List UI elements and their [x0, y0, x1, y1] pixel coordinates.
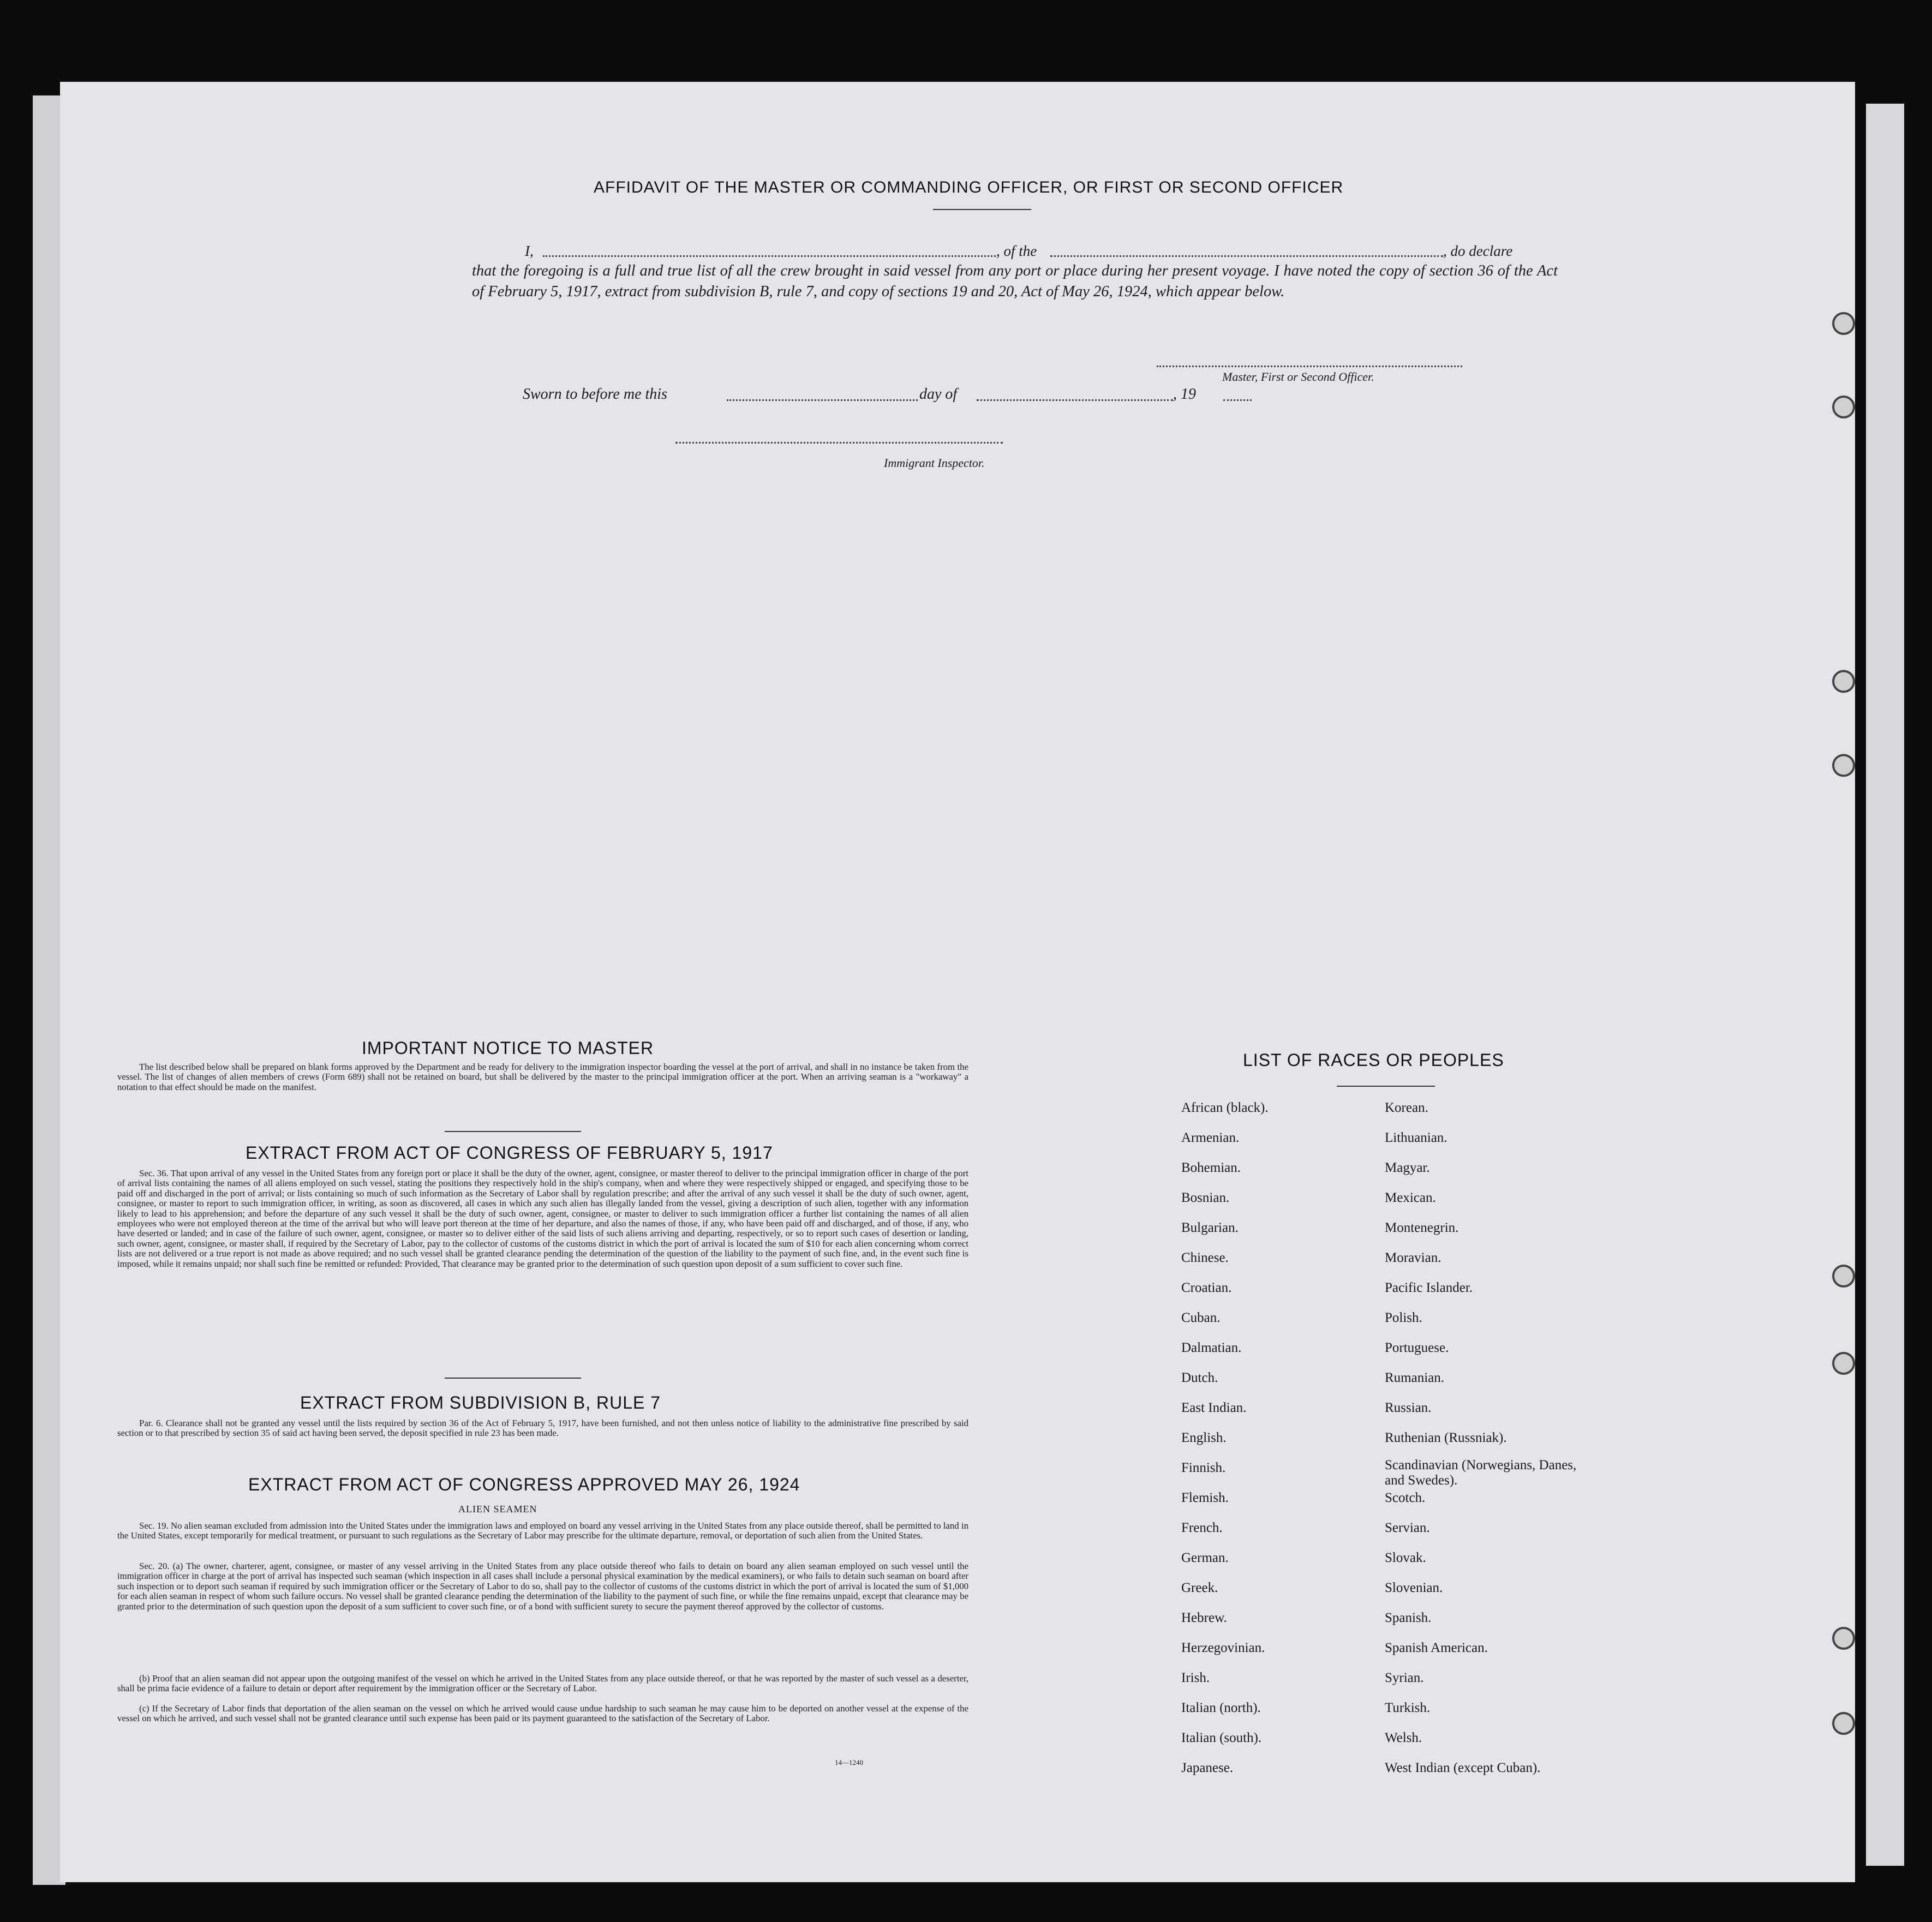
race-item: Chinese.: [1181, 1250, 1229, 1265]
race-item: Flemish.: [1181, 1490, 1229, 1505]
inspector-signature-line[interactable]: [675, 442, 1003, 444]
race-item: Mexican.: [1385, 1190, 1436, 1205]
race-item: Dutch.: [1181, 1370, 1218, 1385]
punch-hole-icon: [1832, 1352, 1855, 1375]
race-item: Moravian.: [1385, 1250, 1441, 1265]
race-item: French.: [1181, 1520, 1223, 1535]
race-item: Rumanian.: [1385, 1370, 1445, 1385]
master-signature-caption: Master, First or Second Officer.: [1222, 370, 1374, 384]
race-item: East Indian.: [1181, 1400, 1247, 1415]
race-item: Lithuanian.: [1385, 1130, 1447, 1145]
do-declare-label: , do declare: [1443, 243, 1513, 259]
extract-rule7-title: EXTRACT FROM SUBDIVISION B, RULE 7: [300, 1393, 661, 1412]
race-item: Spanish.: [1385, 1610, 1432, 1625]
notice-divider: [445, 1131, 581, 1132]
race-item: Bohemian.: [1181, 1160, 1241, 1175]
back-sheet-edge: [1866, 104, 1904, 1866]
extract-1924-subtitle: ALIEN SEAMEN: [458, 1504, 537, 1514]
race-item: Portuguese.: [1385, 1340, 1449, 1355]
punch-hole-icon: [1832, 670, 1855, 693]
extract-1917-title: EXTRACT FROM ACT OF CONGRESS OF FEBRUARY 5, 1917: [246, 1143, 773, 1163]
declarant-i-label: I,: [525, 243, 534, 259]
day-of-label: day of: [919, 386, 958, 403]
race-item: Syrian.: [1385, 1670, 1424, 1685]
race-item: Magyar.: [1385, 1160, 1430, 1175]
of-the-label: , of the: [996, 243, 1037, 259]
race-item: German.: [1181, 1550, 1229, 1565]
inspector-caption: Immigrant Inspector.: [884, 456, 985, 470]
race-item: Scotch.: [1385, 1490, 1426, 1505]
race-item: Welsh.: [1385, 1731, 1422, 1745]
race-item: African (black).: [1181, 1100, 1269, 1115]
race-item: Armenian.: [1181, 1130, 1240, 1145]
master-signature-line[interactable]: [1157, 366, 1462, 367]
race-item: Bosnian.: [1181, 1190, 1230, 1205]
affidavit-title: AFFIDAVIT OF THE MASTER OR COMMANDING OFFICER, OR FIRST OR SECOND OFFICER: [594, 178, 1344, 196]
affidavit-title-underline: [933, 209, 1031, 210]
punch-hole-icon: [1832, 396, 1855, 418]
sworn-month-field[interactable]: [977, 399, 1173, 401]
races-title-underline: [1337, 1086, 1435, 1087]
race-item: Montenegrin.: [1385, 1220, 1459, 1235]
race-item: Korean.: [1385, 1100, 1428, 1115]
races-title: LIST OF RACES OR PEOPLES: [1243, 1050, 1504, 1070]
race-item: West Indian (except Cuban).: [1385, 1761, 1541, 1775]
extract-rule7-body: Par. 6. Clearance shall not be granted any vessel until the lists required by section 36 of the Act of February 5, 1917, have been furnished, and not then unless notice of liability to the administrative fine prescribed by said section or to that prescribed by section 35 of said act having been served, the deposit specified in rule 23 has been made.: [117, 1418, 968, 1439]
race-item: Bulgarian.: [1181, 1220, 1239, 1235]
extract-1917-divider: [445, 1378, 581, 1379]
race-item: Italian (north).: [1181, 1701, 1261, 1715]
race-item: Hebrew.: [1181, 1610, 1227, 1625]
notice-body: The list described below shall be prepared on blank forms approved by the Department and be ready for delivery to the immigration inspector boarding the vessel at the port of arrival, and shall in no instance be taken from the vessel. The list of changes of alien members of crews (Form 689) shall not be retained on board, but shall be delivered by the master to the principal immigration officer at the port. When an arriving seaman is a "workaway" a notation to that effect should be made on the manifest.: [117, 1062, 968, 1092]
race-item: Japanese.: [1181, 1761, 1234, 1775]
extract-1917-body: Sec. 36. That upon arrival of any vessel in the United States from any foreign port or place it shall be the duty of the owner, agent, consignee, or master thereof to deliver to the principal immigration officer in charge of the port of arrival lists containing the names of all aliens employed on such vessel, stating the positions they respectively hold in the ship's company, when and where they were respectively shipped or engaged, and specifying those to be paid off and discharged in the port of arrival; or lists containing so much of such information as the Secretary of Labor shall by regulation prescribe; and after the arrival of any such vessel it shall be the duty of such owner, agent, consignee, or master to report to such immigration officer, in writing, as soon as discovered, all cases in which any such alien has illegally landed from the vessel, giving a description of such alien, together with any information likely to lead to his apprehension; and before the departure of any such vessel it shall be the duty of such owner, agent, consignee, or master to deliver to such immigration officer a further list containing the names of all alien employees who were not employed thereon at the time of the arrival but who will leave port thereon at the time of her departure, and also the names of those, if any, who have been paid off and discharged, and of those, if any, who have deserted or landed; and in case of the failure of such owner, agent, consignee, or master so to deliver either of the said lists of such aliens arriving and departing, respectively, or so to report such cases of desertion or landing, such owner, agent, consignee, or master shall, if required by the Secretary of Labor, pay to the collector of customs of the customs district in which the port of arrival is located the sum of $10 for each alien concerning whom correct lists are not delivered or a true report is not made as above required; and no such vessel shall be granted clearance pending the determination of the question of the liability to the payment of such fine, and, in the event such fine is imposed, while it remains unpaid; nor shall such fine be remitted or refunded: Provided, That clearance may be granted prior to the determination of such question upon deposit of a sum sufficient to cover such fine.: [117, 1168, 968, 1269]
extract-1924-sec20b: (b) Proof that an alien seaman did not appear upon the outgoing manifest of the vessel on which he arrived in the United States from any place outside thereof, or that he was reported by the master of such vessel as a deserter, shall be prima facie evidence of a failure to detain or deport after requirement by the immigration officer or the Secretary of Labor.: [117, 1673, 968, 1694]
vessel-name-field[interactable]: [1050, 255, 1443, 257]
extract-1924-title: EXTRACT FROM ACT OF CONGRESS APPROVED MAY 26, 1924: [248, 1475, 800, 1494]
extract-1924-sec19: Sec. 19. No alien seaman excluded from admission into the United States under the immigration laws and employed on board any vessel arriving in the United States from any place outside thereof, shall be permitted to land in the United States, except temporarily for medical treatment, or pursuant to such regulations as the Secretary of Labor may prescribe for the ultimate departure, removal, or deportation of such alien from the United States.: [117, 1520, 968, 1541]
form-number: 14—1240: [835, 1758, 863, 1767]
extract-1924-sec20a: Sec. 20. (a) The owner, charterer, agent, consignee, or master of any vessel arriving in the United States from any place outside thereof who fails to detain on board any alien seaman employed on such vessel until the immigration officer in charge at the port of arrival has inspected such seaman (which inspection in all cases shall include a personal physical examination by the medical examiners), or who fails to detain such seaman on board after such inspection or to deport such seaman if required by such immigration officer or the Secretary of Labor to do so, shall pay to the collector of customs of the customs district in which the port of arrival is located the sum of $1,000 for each alien seaman in respect of whom such failure occurs. No vessel shall be granted clearance pending the determination of the liability to the payment of such fine, or while the fine remains unpaid, except that clearance may be granted prior to the determination of such question upon the deposit of a sum sufficient to cover such fine, or of a bond with sufficient surety to secure the payment thereof approved by the collector of customs.: [117, 1561, 968, 1612]
race-item: Servian.: [1385, 1520, 1430, 1535]
race-item: Irish.: [1181, 1670, 1210, 1685]
race-item: Ruthenian (Russniak).: [1385, 1430, 1507, 1445]
race-item: English.: [1181, 1430, 1227, 1445]
race-item: Finnish.: [1181, 1460, 1226, 1475]
race-item: Herzegovinian.: [1181, 1640, 1265, 1655]
declaration-text: that the foregoing is a full and true list of all the crew brought in said vessel from any port or place during her present voyage. I have noted the copy of section 36 of the Act of February 5, 1917, extract from subdivision B, rule 7, and copy of sections 19 and 20, Act of May 26, 1924, which appear below.: [472, 262, 1558, 300]
sworn-day-field[interactable]: [727, 399, 918, 401]
punch-hole-icon: [1832, 754, 1855, 777]
punch-hole-icon: [1832, 312, 1855, 335]
sworn-year-field[interactable]: [1223, 399, 1252, 401]
race-item: Pacific Islander.: [1385, 1280, 1473, 1295]
race-item: Polish.: [1385, 1310, 1422, 1325]
race-item: Croatian.: [1181, 1280, 1232, 1295]
race-item: Cuban.: [1181, 1310, 1221, 1325]
notice-title: IMPORTANT NOTICE TO MASTER: [362, 1038, 654, 1058]
race-item: Slovak.: [1385, 1550, 1426, 1565]
punch-hole-icon: [1832, 1712, 1855, 1735]
race-item: Russian.: [1385, 1400, 1432, 1415]
punch-hole-icon: [1832, 1265, 1855, 1288]
race-item: Slovenian.: [1385, 1580, 1443, 1595]
race-item: Spanish American.: [1385, 1640, 1488, 1655]
year-prefix-label: , 19: [1173, 386, 1196, 403]
punch-hole-icon: [1832, 1627, 1855, 1650]
declarant-name-field[interactable]: [543, 255, 996, 257]
sworn-label: Sworn to before me this: [523, 386, 667, 403]
race-item: Scandinavian (Norwegians, Danes, and Swedes).: [1385, 1458, 1577, 1488]
form-page: [60, 82, 1855, 1882]
race-item: Italian (south).: [1181, 1731, 1262, 1745]
race-item: Greek.: [1181, 1580, 1218, 1595]
race-item: Turkish.: [1385, 1701, 1431, 1715]
extract-1924-sec20c: (c) If the Secretary of Labor finds that deportation of the alien seaman on the vessel on which he arrived would cause undue hardship to such seaman he may cause him to be deported on another vessel at the expense of the vessel on which he arrived, and such vessel shall not be granted clearance until such expense has been paid or its payment guaranteed to the satisfaction of the Secretary of Labor.: [117, 1703, 968, 1724]
race-item: Dalmatian.: [1181, 1340, 1242, 1355]
